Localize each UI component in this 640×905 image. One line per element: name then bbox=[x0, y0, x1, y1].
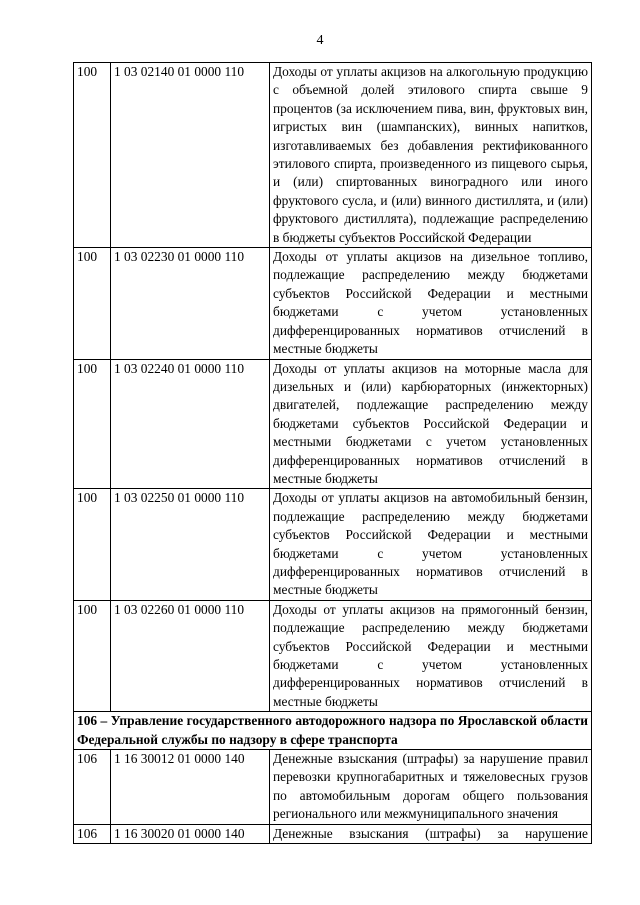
admin-code-cell: 100 bbox=[74, 600, 111, 711]
section-header: 106 – Управление государственного автодорожного надзора по Ярославской области Федеральной службы по надзору в сфере транспорта bbox=[74, 712, 592, 750]
description-cell: Денежные взыскания (штрафы) за нарушение bbox=[270, 824, 592, 843]
admin-code-cell: 106 bbox=[74, 750, 111, 825]
table-row bbox=[74, 824, 592, 843]
admin-code-cell: 100 bbox=[74, 248, 111, 359]
budget-code-cell: 1 03 02140 01 0000 110 bbox=[111, 63, 270, 248]
description-cell: Доходы от уплаты акцизов на дизельное топливо, подлежащие распределению между бюджетами субъектов Российской Федерации и местными бюджетами с учетом установленных дифференцированных нормативов отчислений в местные бюджеты bbox=[270, 248, 592, 359]
table-row bbox=[74, 248, 592, 359]
section-header-row bbox=[74, 712, 592, 750]
table-row bbox=[74, 600, 592, 711]
description-cell: Доходы от уплаты акцизов на автомобильный бензин, подлежащие распределению между бюджетами субъектов Российской Федерации и местными бюджетами с учетом установленных дифференцированных нормативов отчислений в местные бюджеты bbox=[270, 489, 592, 600]
page-number: 4 bbox=[316, 33, 324, 48]
admin-code-cell: 100 bbox=[74, 359, 111, 489]
admin-code-cell: 106 bbox=[74, 824, 111, 843]
table-row bbox=[74, 489, 592, 600]
budget-code-cell: 1 03 02250 01 0000 110 bbox=[111, 489, 270, 600]
table-row bbox=[74, 750, 592, 825]
description-cell: Доходы от уплаты акцизов на прямогонный бензин, подлежащие распределению между бюджетами субъектов Российской Федерации и местными бюджетами с учетом установленных дифференцированных нормативов отчислений в местные бюджеты bbox=[270, 600, 592, 711]
budget-code-cell: 1 16 30012 01 0000 140 bbox=[111, 750, 270, 825]
table-row bbox=[74, 63, 592, 248]
budget-code-cell: 1 03 02260 01 0000 110 bbox=[111, 600, 270, 711]
budget-code-cell: 1 16 30020 01 0000 140 bbox=[111, 824, 270, 843]
table-row bbox=[74, 359, 592, 489]
admin-code-cell: 100 bbox=[74, 489, 111, 600]
budget-code-cell: 1 03 02240 01 0000 110 bbox=[111, 359, 270, 489]
description-cell: Доходы от уплаты акцизов на моторные масла для дизельных и (или) карбюраторных (инжекторных) двигателей, подлежащие распределению между бюджетами субъектов Российской Федерации и местными бюджетами с учетом установленных дифференцированных нормативов отчислений в местные бюджеты bbox=[270, 359, 592, 489]
description-cell: Доходы от уплаты акцизов на алкогольную продукцию с объемной долей этилового спирта свыше 9 процентов (за исключением пива, вин, фруктовых вин, игристых вин (шампанских), винных напитков, изготавливаемых без добавления ректификованного этилового спирта, произведенного из пищевого сырья, и (или) спиртованных виноградного или иного фруктового сусла, и (или) винного дистиллята, и (или) фруктового дистиллята), подлежащие распределению в бюджеты субъектов Российской Федерации bbox=[270, 63, 592, 248]
description-cell: Денежные взыскания (штрафы) за нарушение правил перевозки крупногабаритных и тяжеловесных грузов по автомобильным дорогам общего пользования регионального или межмуниципального значения bbox=[270, 750, 592, 825]
revenue-table bbox=[73, 62, 592, 844]
budget-code-cell: 1 03 02230 01 0000 110 bbox=[111, 248, 270, 359]
admin-code-cell: 100 bbox=[74, 63, 111, 248]
